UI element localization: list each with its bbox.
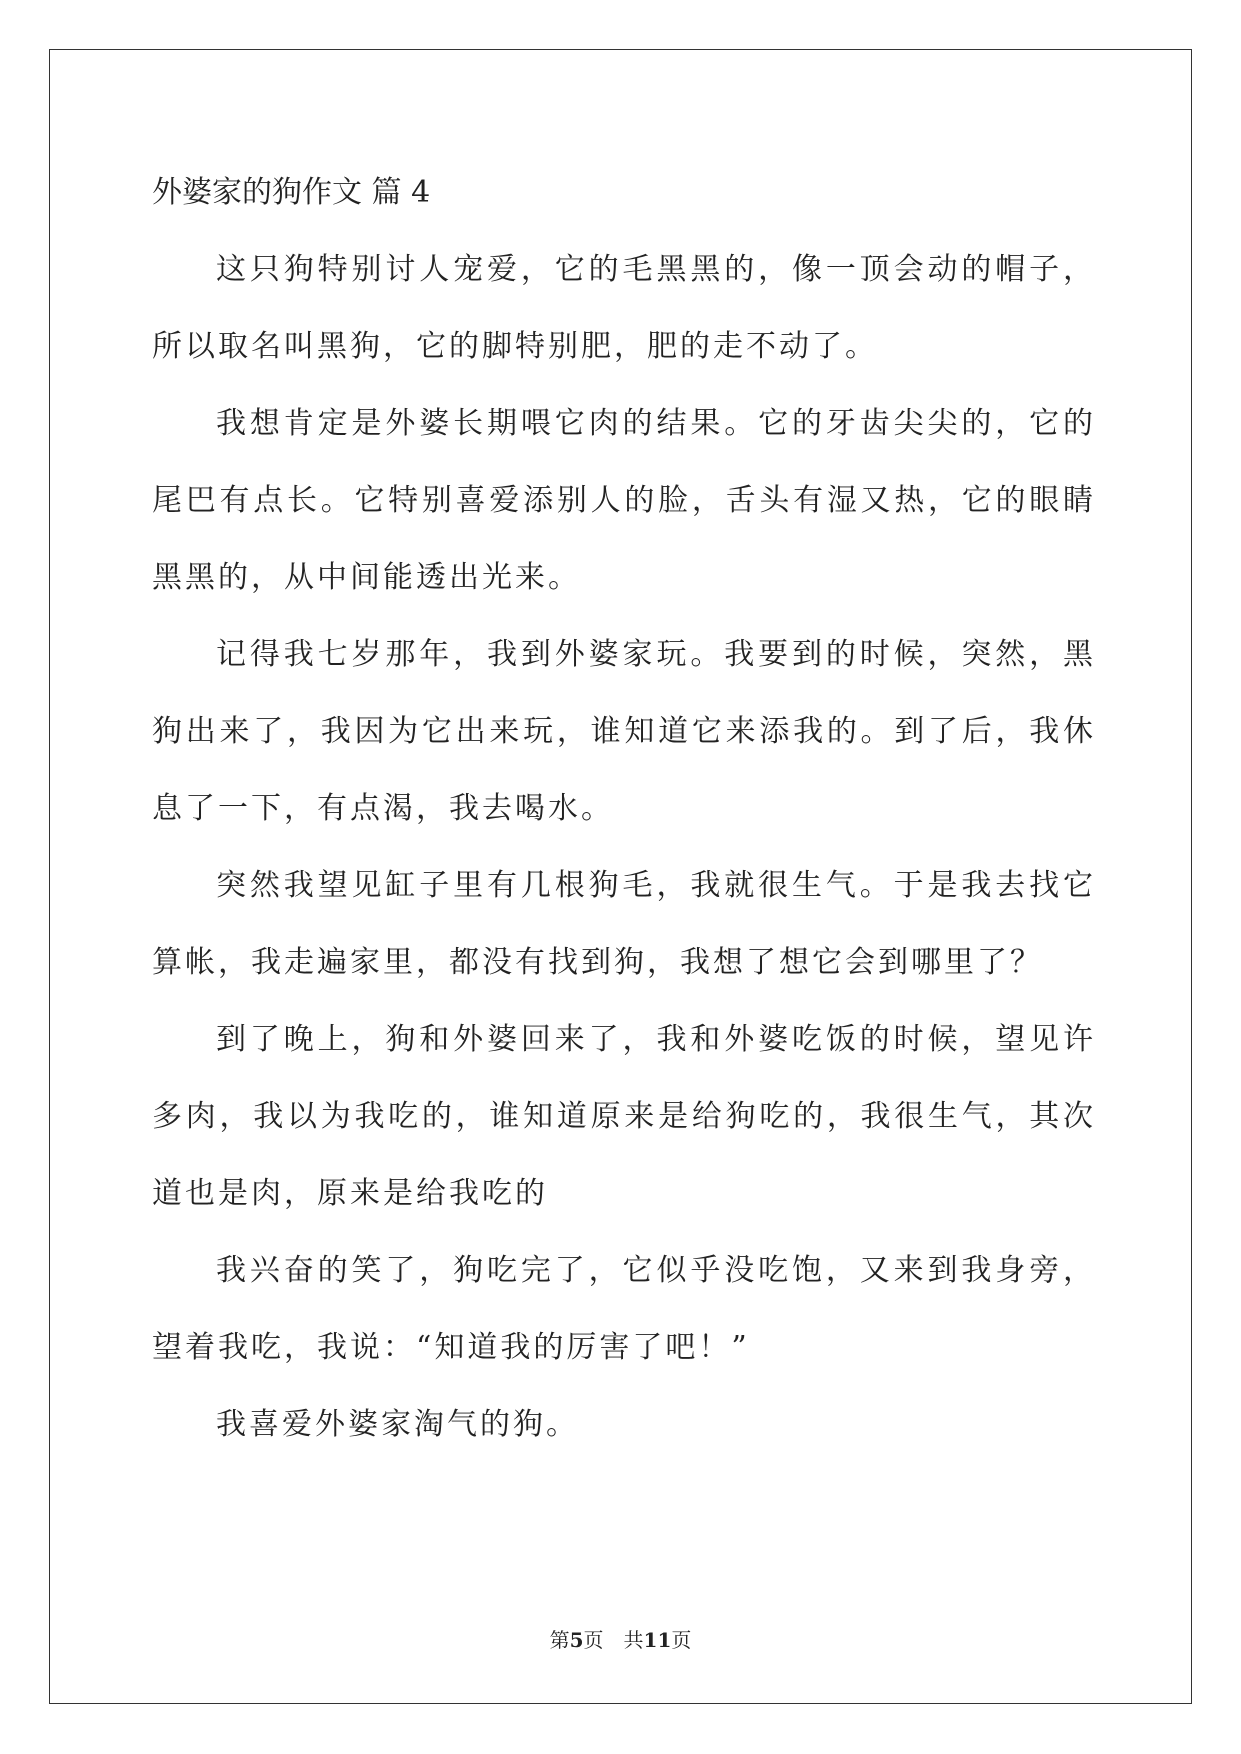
paragraph-6: 我兴奋的笑了，狗吃完了，它似乎没吃饱，又来到我身旁，望着我吃，我说：“知道我的厉害了吧！”: [152, 1253, 1096, 1365]
page-number-footer: [0, 1625, 1241, 1655]
page-suffix: 页: [671, 1628, 692, 1652]
document-body: [152, 155, 1096, 1463]
paragraph-3: 记得我七岁那年，我到外婆家玩。我要到的时候，突然，黑狗出来了，我因为它出来玩，谁知道它来添我的。到了后，我休息了一下，有点渴，我去喝水。: [152, 637, 1096, 826]
total-page-number: 11: [643, 1628, 672, 1652]
paragraph-7: 我喜爱外婆家淘气的狗。: [216, 1407, 579, 1442]
page-mid-label: 页 共: [583, 1628, 644, 1652]
paragraph-1: 这只狗特别讨人宠爱，它的毛黑黑的，像一顶会动的帽子，所以取名叫黑狗，它的脚特别肥，肥的走不动了。: [152, 252, 1096, 364]
paragraph-5: 到了晚上，狗和外婆回来了，我和外婆吃饭的时候，望见许多肉，我以为我吃的，谁知道原来是给狗吃的，我很生气，其次道也是肉，原来是给我吃的: [152, 1022, 1096, 1211]
document-title: 外婆家的狗作文 篇 4: [152, 175, 431, 210]
page-prefix: 第: [549, 1628, 570, 1652]
paragraph-4: 突然我望见缸子里有几根狗毛，我就很生气。于是我去找它算帐，我走遍家里，都没有找到狗，我想了想它会到哪里了？: [152, 868, 1096, 980]
current-page-number: 5: [569, 1628, 584, 1652]
paragraph-2: 我想肯定是外婆长期喂它肉的结果。它的牙齿尖尖的，它的尾巴有点长。它特别喜爱添别人的脸，舌头有湿又热，它的眼睛黑黑的，从中间能透出光来。: [152, 406, 1096, 595]
